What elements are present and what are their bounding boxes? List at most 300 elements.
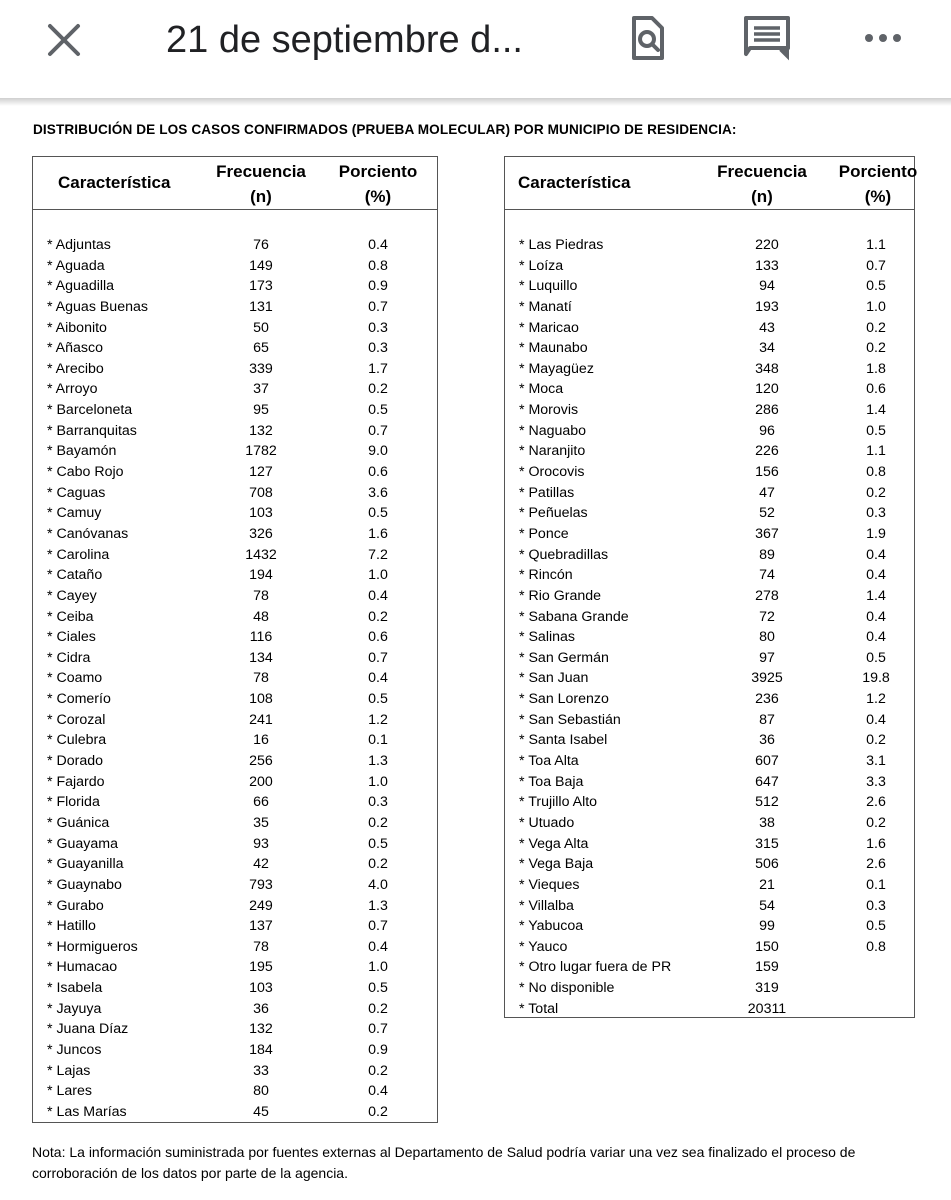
frequency-value: 256 (249, 753, 273, 770)
frequency-value: 241 (249, 711, 273, 728)
table-row (33, 751, 437, 772)
frequency-value: 116 (249, 629, 273, 646)
table-row (505, 256, 914, 277)
table-row (33, 565, 437, 586)
table-row (505, 730, 914, 751)
percent-value: 0.7 (368, 298, 388, 315)
municipality-name: * Mayagüez (519, 360, 594, 377)
table-row (505, 751, 914, 772)
frequency-value: 37 (253, 381, 269, 398)
frequency-value: 367 (755, 525, 779, 542)
table-row (505, 586, 914, 607)
frequency-value: 506 (755, 856, 779, 873)
municipality-name: * Maricao (519, 319, 579, 336)
frequency-value: 78 (253, 670, 269, 687)
percent-value: 1.1 (866, 443, 886, 460)
municipality-name: * Guayama (47, 835, 118, 852)
percent-value: 1.4 (866, 402, 886, 419)
percent-value: 0.6 (368, 629, 388, 646)
percent-value: 0.7 (368, 649, 388, 666)
municipality-name: * Aibonito (47, 319, 107, 336)
table-row (505, 916, 914, 937)
percent-value: 3.3 (866, 773, 886, 790)
table-row (505, 524, 914, 545)
find-in-page-icon (624, 14, 672, 62)
percent-value: 2.6 (866, 856, 886, 873)
municipality-name: * Naguabo (519, 422, 587, 439)
percent-value: 1.2 (866, 691, 886, 708)
frequency-value: 150 (755, 938, 779, 955)
municipality-name: * Yabucoa (519, 918, 584, 935)
municipality-name: * Rincón (519, 567, 573, 584)
municipality-name: * Loíza (519, 257, 564, 274)
municipality-name: * Toa Alta (519, 753, 579, 770)
frequency-value: 96 (759, 422, 775, 439)
percent-value: 0.2 (368, 1062, 388, 1079)
municipality-name: * Morovis (519, 402, 579, 419)
table-row (505, 937, 914, 958)
frequency-value: 249 (249, 897, 273, 914)
municipality-name: * Aguada (47, 257, 105, 274)
frequency-value: 16 (253, 732, 269, 749)
percent-value: 0.9 (368, 278, 388, 295)
table-body (33, 235, 437, 1123)
table-row (505, 772, 914, 793)
frequency-value: 131 (249, 298, 273, 315)
municipality-name: * Arecibo (47, 360, 104, 377)
municipality-name: * Sabana Grande (519, 608, 629, 625)
table-row (505, 503, 914, 524)
frequency-value: 35 (253, 814, 269, 831)
table-row (33, 318, 437, 339)
frequency-value: 319 (755, 980, 779, 997)
table-row (33, 400, 437, 421)
frequency-value: 97 (759, 649, 775, 666)
percent-value: 1.0 (368, 959, 388, 976)
municipality-name: * Vega Alta (519, 835, 589, 852)
municipality-name: * Aguas Buenas (47, 298, 148, 315)
municipality-name: * Isabela (47, 980, 103, 997)
table-row (505, 978, 914, 999)
frequency-value: 50 (253, 319, 269, 336)
table-row (505, 896, 914, 917)
table-body (505, 235, 914, 1019)
frequency-value: 103 (249, 980, 273, 997)
percent-value: 0.4 (368, 670, 388, 687)
table-row (33, 462, 437, 483)
percent-value: 1.3 (368, 897, 388, 914)
percent-value: 3.6 (368, 484, 388, 501)
percent-value: 0.5 (368, 691, 388, 708)
percent-value: 0.3 (368, 794, 388, 811)
app-bar-shadow (0, 98, 951, 106)
table-row (505, 400, 914, 421)
table-row (505, 483, 914, 504)
table-header (505, 157, 918, 210)
table-row (33, 1061, 437, 1082)
frequency-value: 156 (755, 464, 779, 481)
percent-value: 2.6 (866, 794, 886, 811)
percent-value: 0.6 (368, 464, 388, 481)
table-row (33, 359, 437, 380)
table-row (505, 875, 914, 896)
percent-value: 0.4 (866, 711, 886, 728)
find-in-page-button[interactable] (624, 14, 672, 62)
municipality-name: * Caguas (47, 484, 106, 501)
table-row (505, 627, 914, 648)
municipality-name: * Cabo Rojo (47, 464, 124, 481)
municipality-name: * Manatí (519, 298, 572, 315)
municipality-name: * Culebra (47, 732, 107, 749)
more-options-button[interactable] (862, 26, 910, 50)
frequency-value: 80 (759, 629, 775, 646)
table-row (33, 792, 437, 813)
municipality-name: * Comerío (47, 691, 111, 708)
municipality-name: * Ponce (519, 525, 569, 542)
table-row (33, 1102, 437, 1123)
percent-value: 0.4 (368, 938, 388, 955)
table-row (505, 545, 914, 566)
percent-value: 1.6 (866, 835, 886, 852)
frequency-value: 226 (755, 443, 779, 460)
percent-value: 1.6 (368, 525, 388, 542)
percent-value: 0.4 (866, 567, 886, 584)
table-row (33, 483, 437, 504)
frequency-value: 1782 (245, 443, 277, 460)
percent-value: 0.7 (368, 422, 388, 439)
frequency-value: 38 (759, 814, 775, 831)
municipality-name: * Total (519, 1000, 559, 1017)
header-percent: Porciento (%) (838, 162, 918, 206)
frequency-value: 149 (249, 257, 273, 274)
municipality-name: * Canóvanas (47, 525, 129, 542)
municipality-name: * Añasco (47, 340, 104, 357)
table-row (33, 545, 437, 566)
percent-value: 0.5 (866, 918, 886, 935)
municipality-name: * Barranquitas (47, 422, 137, 439)
table-row (33, 710, 437, 731)
percent-value: 0.4 (866, 629, 886, 646)
frequency-value: 21 (759, 876, 775, 893)
frequency-value: 132 (249, 422, 273, 439)
frequency-value: 339 (249, 360, 273, 377)
municipality-name: * Guayanilla (47, 856, 124, 873)
table-row (505, 607, 914, 628)
municipality-name: * Lajas (47, 1062, 91, 1079)
frequency-value: 42 (253, 856, 269, 873)
table-row (33, 957, 437, 978)
percent-value: 0.6 (866, 381, 886, 398)
frequency-value: 65 (253, 340, 269, 357)
comment-button[interactable] (742, 14, 794, 64)
table-row (33, 338, 437, 359)
table-row (33, 421, 437, 442)
table-row (33, 1040, 437, 1061)
document-title: 21 de septiembre d... (166, 19, 523, 61)
frequency-value: 286 (755, 402, 779, 419)
municipality-table-right (504, 156, 918, 1018)
footnote: Nota: La información suministrada por fuentes externas al Departamento de Salud podría variar una vez sea finalizado el proceso de corroboración de los datos por parte de la agencia. (32, 1144, 856, 1181)
municipality-name: * Rio Grande (519, 587, 602, 604)
frequency-value: 193 (755, 298, 779, 315)
table-header (33, 157, 437, 210)
table-row (505, 379, 914, 400)
percent-value: 0.2 (866, 319, 886, 336)
frequency-value: 87 (759, 711, 775, 728)
percent-value: 0.2 (866, 340, 886, 357)
table-row (33, 730, 437, 751)
percent-value: 0.2 (866, 814, 886, 831)
percent-value: 0.4 (368, 237, 388, 253)
frequency-value: 72 (759, 608, 775, 625)
percent-value: 0.1 (368, 732, 388, 749)
close-button[interactable] (42, 18, 86, 62)
municipality-name: * Jayuya (47, 1000, 102, 1017)
municipality-name: * Las Marías (47, 1103, 127, 1120)
table-row (505, 359, 914, 380)
frequency-value: 184 (249, 1041, 273, 1058)
table-row (33, 1081, 437, 1102)
percent-value: 0.5 (368, 835, 388, 852)
frequency-value: 127 (249, 464, 273, 481)
municipality-name: * Santa Isabel (519, 732, 608, 749)
percent-value: 0.4 (368, 587, 388, 604)
table-row (505, 565, 914, 586)
section-heading: DISTRIBUCIÓN DE LOS CASOS CONFIRMADOS (PRUEBA MOLECULAR) POR MUNICIPIO DE RESIDENCIA: (33, 122, 737, 137)
frequency-value: 36 (253, 1000, 269, 1017)
frequency-value: 708 (249, 484, 273, 501)
frequency-value: 54 (759, 897, 775, 914)
table-row (33, 834, 437, 855)
municipality-name: * Naranjito (519, 443, 586, 460)
frequency-value: 108 (249, 691, 273, 708)
frequency-value: 89 (759, 546, 775, 563)
frequency-value: 348 (755, 360, 779, 377)
percent-value: 0.5 (866, 422, 886, 439)
table-row (33, 297, 437, 318)
app-bar (0, 0, 951, 98)
frequency-value: 220 (755, 237, 779, 253)
municipality-name: * Cayey (47, 587, 97, 604)
table-row (33, 875, 437, 896)
percent-value: 0.9 (368, 1041, 388, 1058)
table-row (33, 896, 437, 917)
frequency-value: 195 (249, 959, 273, 976)
table-row (505, 338, 914, 359)
municipality-name: * Quebradillas (519, 546, 609, 563)
table-row (33, 689, 437, 710)
table-row (33, 1019, 437, 1040)
percent-value: 0.3 (368, 340, 388, 357)
percent-value: 1.7 (368, 360, 388, 377)
frequency-value: 78 (253, 938, 269, 955)
frequency-value: 80 (253, 1083, 269, 1100)
municipality-name: * San Sebastián (519, 711, 621, 728)
municipality-name: * Ciales (47, 629, 96, 646)
table-row (33, 648, 437, 669)
municipality-table-left (32, 156, 438, 1123)
close-icon (42, 18, 86, 62)
table-row (505, 441, 914, 462)
municipality-name: * Camuy (47, 505, 102, 522)
municipality-name: * Guánica (47, 814, 110, 831)
percent-value: 0.5 (368, 505, 388, 522)
municipality-name: * Las Piedras (519, 237, 604, 253)
municipality-name: * Salinas (519, 629, 575, 646)
table-row (505, 421, 914, 442)
municipality-name: * Humacao (47, 959, 118, 976)
municipality-name: * Vieques (519, 876, 580, 893)
percent-value: 0.7 (866, 257, 886, 274)
frequency-value: 194 (249, 567, 273, 584)
frequency-value: 47 (759, 484, 775, 501)
table-row (505, 668, 914, 689)
table-row (33, 235, 437, 256)
percent-value: 0.3 (866, 897, 886, 914)
frequency-value: 78 (253, 587, 269, 604)
frequency-value: 48 (253, 608, 269, 625)
percent-value: 0.8 (368, 257, 388, 274)
table-row (33, 379, 437, 400)
municipality-name: * Juana Díaz (47, 1021, 129, 1038)
frequency-value: 95 (253, 402, 269, 419)
frequency-value: 326 (249, 525, 273, 542)
municipality-name: * No disponible (519, 980, 615, 997)
table-row (505, 710, 914, 731)
table-row (33, 586, 437, 607)
table-row (33, 276, 437, 297)
municipality-name: * Moca (519, 381, 564, 398)
percent-value: 7.2 (368, 546, 388, 563)
table-row (505, 648, 914, 669)
frequency-value: 93 (253, 835, 269, 852)
municipality-name: * Yauco (519, 938, 568, 955)
frequency-value: 607 (755, 753, 779, 770)
table-row (33, 813, 437, 834)
municipality-name: * Guaynabo (47, 876, 122, 893)
percent-value: 0.8 (866, 938, 886, 955)
frequency-value: 52 (759, 505, 775, 522)
percent-value: 0.3 (866, 505, 886, 522)
municipality-name: * Hatillo (47, 918, 96, 935)
header-percent: Porciento (%) (338, 162, 418, 206)
table-row (33, 937, 437, 958)
percent-value: 0.2 (368, 814, 388, 831)
municipality-name: * Vega Baja (519, 856, 594, 873)
table-row (33, 256, 437, 277)
percent-value: 0.4 (368, 1083, 388, 1100)
frequency-value: 3925 (751, 670, 783, 687)
percent-value: 1.0 (866, 298, 886, 315)
frequency-value: 120 (755, 381, 779, 398)
municipality-name: * Otro lugar fuera de PR (519, 959, 672, 976)
percent-value: 0.1 (866, 876, 886, 893)
municipality-name: * Gurabo (47, 897, 104, 914)
table-row (33, 916, 437, 937)
percent-value: 1.0 (368, 773, 388, 790)
frequency-value: 173 (249, 278, 273, 295)
header-frequency: Frecuencia (n) (717, 162, 807, 206)
municipality-name: * Lares (47, 1083, 92, 1100)
frequency-value: 74 (759, 567, 775, 584)
header-frequency: Frecuencia (n) (216, 162, 306, 206)
municipality-name: * Orocovis (519, 464, 585, 481)
table-row (33, 772, 437, 793)
percent-value: 1.9 (866, 525, 886, 542)
frequency-value: 43 (759, 319, 775, 336)
municipality-name: * Carolina (47, 546, 110, 563)
municipality-name: * Villalba (519, 897, 574, 914)
table-row (505, 462, 914, 483)
percent-value: 1.2 (368, 711, 388, 728)
frequency-value: 793 (249, 876, 273, 893)
municipality-name: * Coamo (47, 670, 103, 687)
table-row (33, 524, 437, 545)
percent-value: 0.5 (368, 980, 388, 997)
municipality-name: * San Lorenzo (519, 691, 609, 708)
percent-value: 0.7 (368, 918, 388, 935)
frequency-value: 132 (249, 1021, 273, 1038)
percent-value: 3.1 (866, 753, 886, 770)
table-row (505, 689, 914, 710)
percent-value: 0.2 (866, 732, 886, 749)
frequency-value: 315 (755, 835, 779, 852)
frequency-value: 134 (249, 649, 273, 666)
percent-value: 0.8 (866, 464, 886, 481)
table-row (505, 957, 914, 978)
frequency-value: 103 (249, 505, 273, 522)
municipality-name: * Florida (47, 794, 100, 811)
percent-value: 1.1 (866, 237, 886, 253)
percent-value: 0.5 (866, 278, 886, 295)
percent-value: 0.7 (368, 1021, 388, 1038)
comment-icon (742, 14, 794, 64)
table-row (505, 235, 914, 256)
percent-value: 0.5 (368, 402, 388, 419)
frequency-value: 1432 (245, 546, 277, 563)
percent-value: 0.2 (368, 856, 388, 873)
header-characteristic: Característica (518, 173, 631, 192)
percent-value: 0.2 (368, 1000, 388, 1017)
municipality-name: * Fajardo (47, 773, 105, 790)
percent-value: 9.0 (368, 443, 388, 460)
municipality-name: * San Germán (519, 649, 609, 666)
municipality-name: * Adjuntas (47, 237, 111, 253)
percent-value: 0.4 (866, 608, 886, 625)
municipality-name: * Juncos (47, 1041, 102, 1058)
percent-value: 0.2 (368, 608, 388, 625)
municipality-name: * Toa Baja (519, 773, 584, 790)
municipality-name: * Arroyo (47, 381, 98, 398)
frequency-value: 159 (755, 959, 779, 976)
table-row (33, 978, 437, 999)
percent-value: 0.3 (368, 319, 388, 336)
percent-value: 1.0 (368, 567, 388, 584)
frequency-value: 36 (759, 732, 775, 749)
frequency-value: 20311 (747, 1000, 787, 1017)
percent-value: 0.4 (866, 546, 886, 563)
table-row (505, 834, 914, 855)
municipality-name: * Barceloneta (47, 402, 133, 419)
municipality-name: * Dorado (47, 753, 103, 770)
municipality-name: * Cidra (47, 649, 91, 666)
frequency-value: 200 (249, 773, 273, 790)
table-row (33, 441, 437, 462)
frequency-value: 99 (759, 918, 775, 935)
municipality-name: * Hormigueros (47, 938, 138, 955)
table-row (505, 999, 914, 1020)
municipality-name: * Maunabo (519, 340, 588, 357)
